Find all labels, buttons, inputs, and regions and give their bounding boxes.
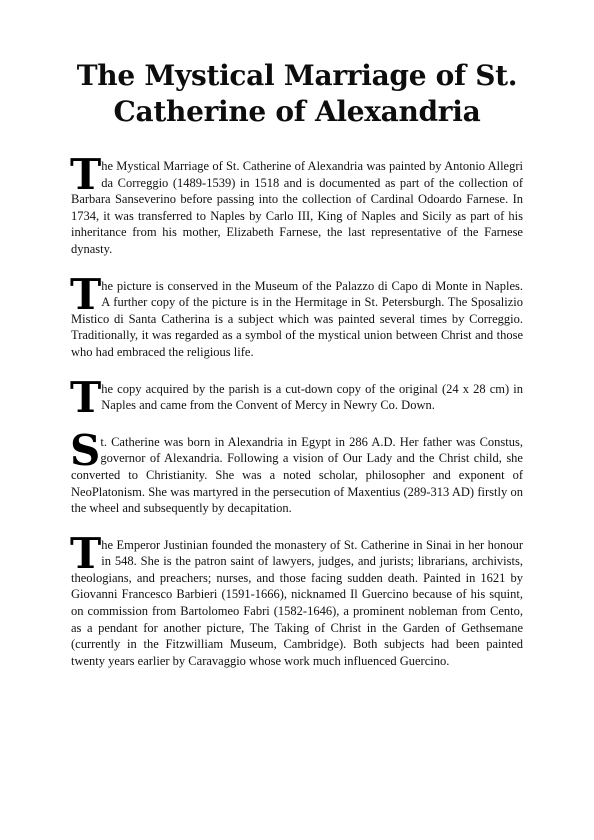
dropcap: T: [70, 372, 102, 422]
paragraph-text: he picture is conserved in the Museum of the Palazzo di Capo di Monte in Naples. A further copy of the picture is in the Hermitage in St. Petersburgh. The Sposalizio Mistico di Santa Catherina is a subject which was painted several times by Correggio. Traditionally, it was regarded as a symbol of the mystical union between Christ and those who had embraced the religious life.: [71, 278, 523, 359]
paragraph-3: [70, 372, 523, 422]
paragraph-2: [70, 269, 523, 361]
document-title: The Mystical Marriage of St. Catherine of Alexandria: [76, 59, 518, 128]
dropcap: S: [70, 425, 101, 475]
dropcap: T: [70, 150, 102, 199]
paragraph-text: he Emperor Justinian founded the monastery of St. Catherine in Sinai in her honour in 548. She is the patron saint of lawyers, judges, and jurists; librarians, archivists, theologians, and preachers; nurses, and those facing sudden death. Painted in 1621 by Giovanni Francesco Barbieri (1591-1666), nicknamed Il Guercino because of his squint, on commission from Bartolomeo Fabri (1582-1646), a prominent nobleman from Cento, as a pendant for another picture, The Taking of Christ in the Garden of Gethsemane (currently in the Fitzwilliam Museum, Cambridge). Both subjects had been painted twenty years earlier by Caravaggio whose work much influenced Guercino.: [71, 537, 523, 668]
paragraph-text: he Mystical Marriage of St. Catherine of Alexandria was painted by Antonio Allegri da Correggio (1489-1539) in 1518 and is documented as part of the collection of Barbara Sanseverino before passing into the collection of Cardinal Odoardo Farnese. In 1734, it was transferred to Naples by Carlo III, King of Naples and Sicily as part of his inheritance from his mother, Elizabeth Farnese, the last representative of the Farnese dynasty.: [71, 159, 523, 256]
dropcap: T: [70, 528, 102, 578]
dropcap: T: [70, 269, 102, 319]
paragraph-text: t. Catherine was born in Alexandria in Egypt in 286 A.D. Her father was Constus, governor of Alexandria. Following a vision of Our Lady and the Christ child, she converted to Christianity. She was a noted scholar, philosopher and exponent of NeoPlatonism. She was martyred in the persecution of Maxentius (289-313 AD) firstly on the wheel and subsequently by decapitation.: [71, 434, 523, 516]
paragraph-5: [70, 528, 523, 670]
paragraph-1: [70, 150, 523, 258]
paragraph-4: [70, 425, 523, 517]
paragraph-text: he copy acquired by the parish is a cut-down copy of the original (24 x 28 cm) in Naples and came from the Convent of Mercy in Newry Co. Down.: [101, 381, 523, 413]
